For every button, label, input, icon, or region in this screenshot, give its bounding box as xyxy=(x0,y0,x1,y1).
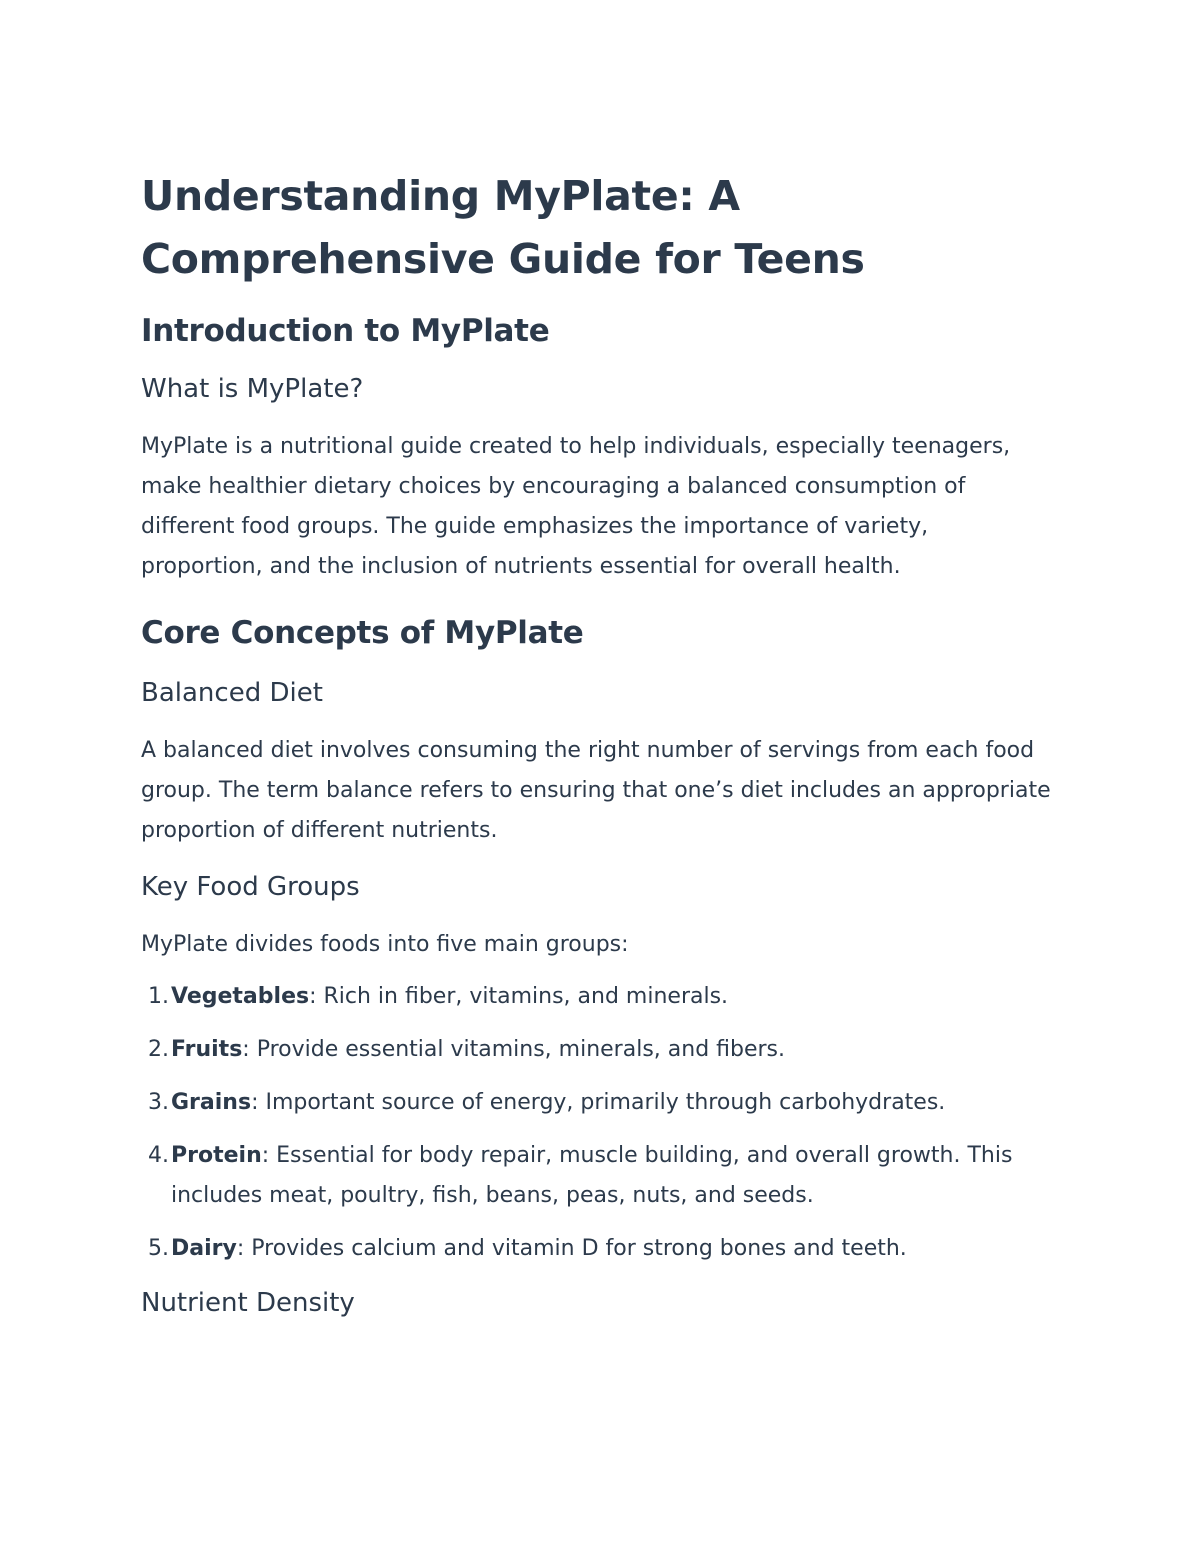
document-title: Understanding MyPlate: A Comprehensive Guide for Teens xyxy=(141,172,865,283)
food-groups-intro-paragraph: MyPlate divides foods into five main groups: xyxy=(141,932,629,957)
list-item-term: Grains xyxy=(171,1090,252,1115)
section-heading-core-concepts: Core Concepts of MyPlate xyxy=(141,615,584,651)
list-item-description: : Essential for body repair, muscle building, and overall growth. This includes meat, poultry, fish, beans, peas, nuts, and seeds. xyxy=(171,1143,1013,1208)
subheading-what-is-myplate: What is MyPlate? xyxy=(141,374,364,404)
list-item-number: 4. xyxy=(148,1143,169,1168)
list-item-term: Dairy xyxy=(171,1236,237,1261)
list-item-number: 1. xyxy=(148,984,169,1009)
food-groups-list xyxy=(141,977,1051,1269)
list-item-number: 2. xyxy=(148,1037,169,1062)
list-item-description: : Provides calcium and vitamin D for strong bones and teeth. xyxy=(236,1236,907,1261)
list-item xyxy=(141,1083,1051,1123)
list-item-term: Fruits xyxy=(171,1037,243,1062)
list-item xyxy=(141,1229,1051,1269)
list-item-description: : Important source of energy, primarily through carbohydrates. xyxy=(251,1090,946,1115)
list-item xyxy=(141,1136,1051,1216)
list-item-description: : Provide essential vitamins, minerals, and fibers. xyxy=(242,1037,786,1062)
section-heading-introduction: Introduction to MyPlate xyxy=(141,313,550,349)
list-item-number: 5. xyxy=(148,1236,169,1261)
list-item-term: Protein xyxy=(171,1143,262,1168)
intro-paragraph: MyPlate is a nutritional guide created to help individuals, especially teenagers, make healthier dietary choices by encouraging a balanced consumption of different food groups. The guide emphasizes the importance of variety, proportion, and the inclusion of nutrients essential for overall health. xyxy=(141,434,1011,579)
subheading-nutrient-density: Nutrient Density xyxy=(141,1288,355,1318)
list-item-number: 3. xyxy=(148,1090,169,1115)
subheading-balanced-diet: Balanced Diet xyxy=(141,678,323,708)
list-item-term: Vegetables xyxy=(171,984,310,1009)
subheading-key-food-groups: Key Food Groups xyxy=(141,872,360,902)
list-item-description: : Rich in fiber, vitamins, and minerals. xyxy=(309,984,729,1009)
balanced-diet-paragraph: A balanced diet involves consuming the right number of servings from each food group. The term balance refers to ensuring that one’s diet includes an appropriate proportion of different nutrients. xyxy=(141,738,1051,843)
document-page xyxy=(141,165,1051,1341)
list-item xyxy=(141,977,1051,1017)
list-item xyxy=(141,1030,1051,1070)
